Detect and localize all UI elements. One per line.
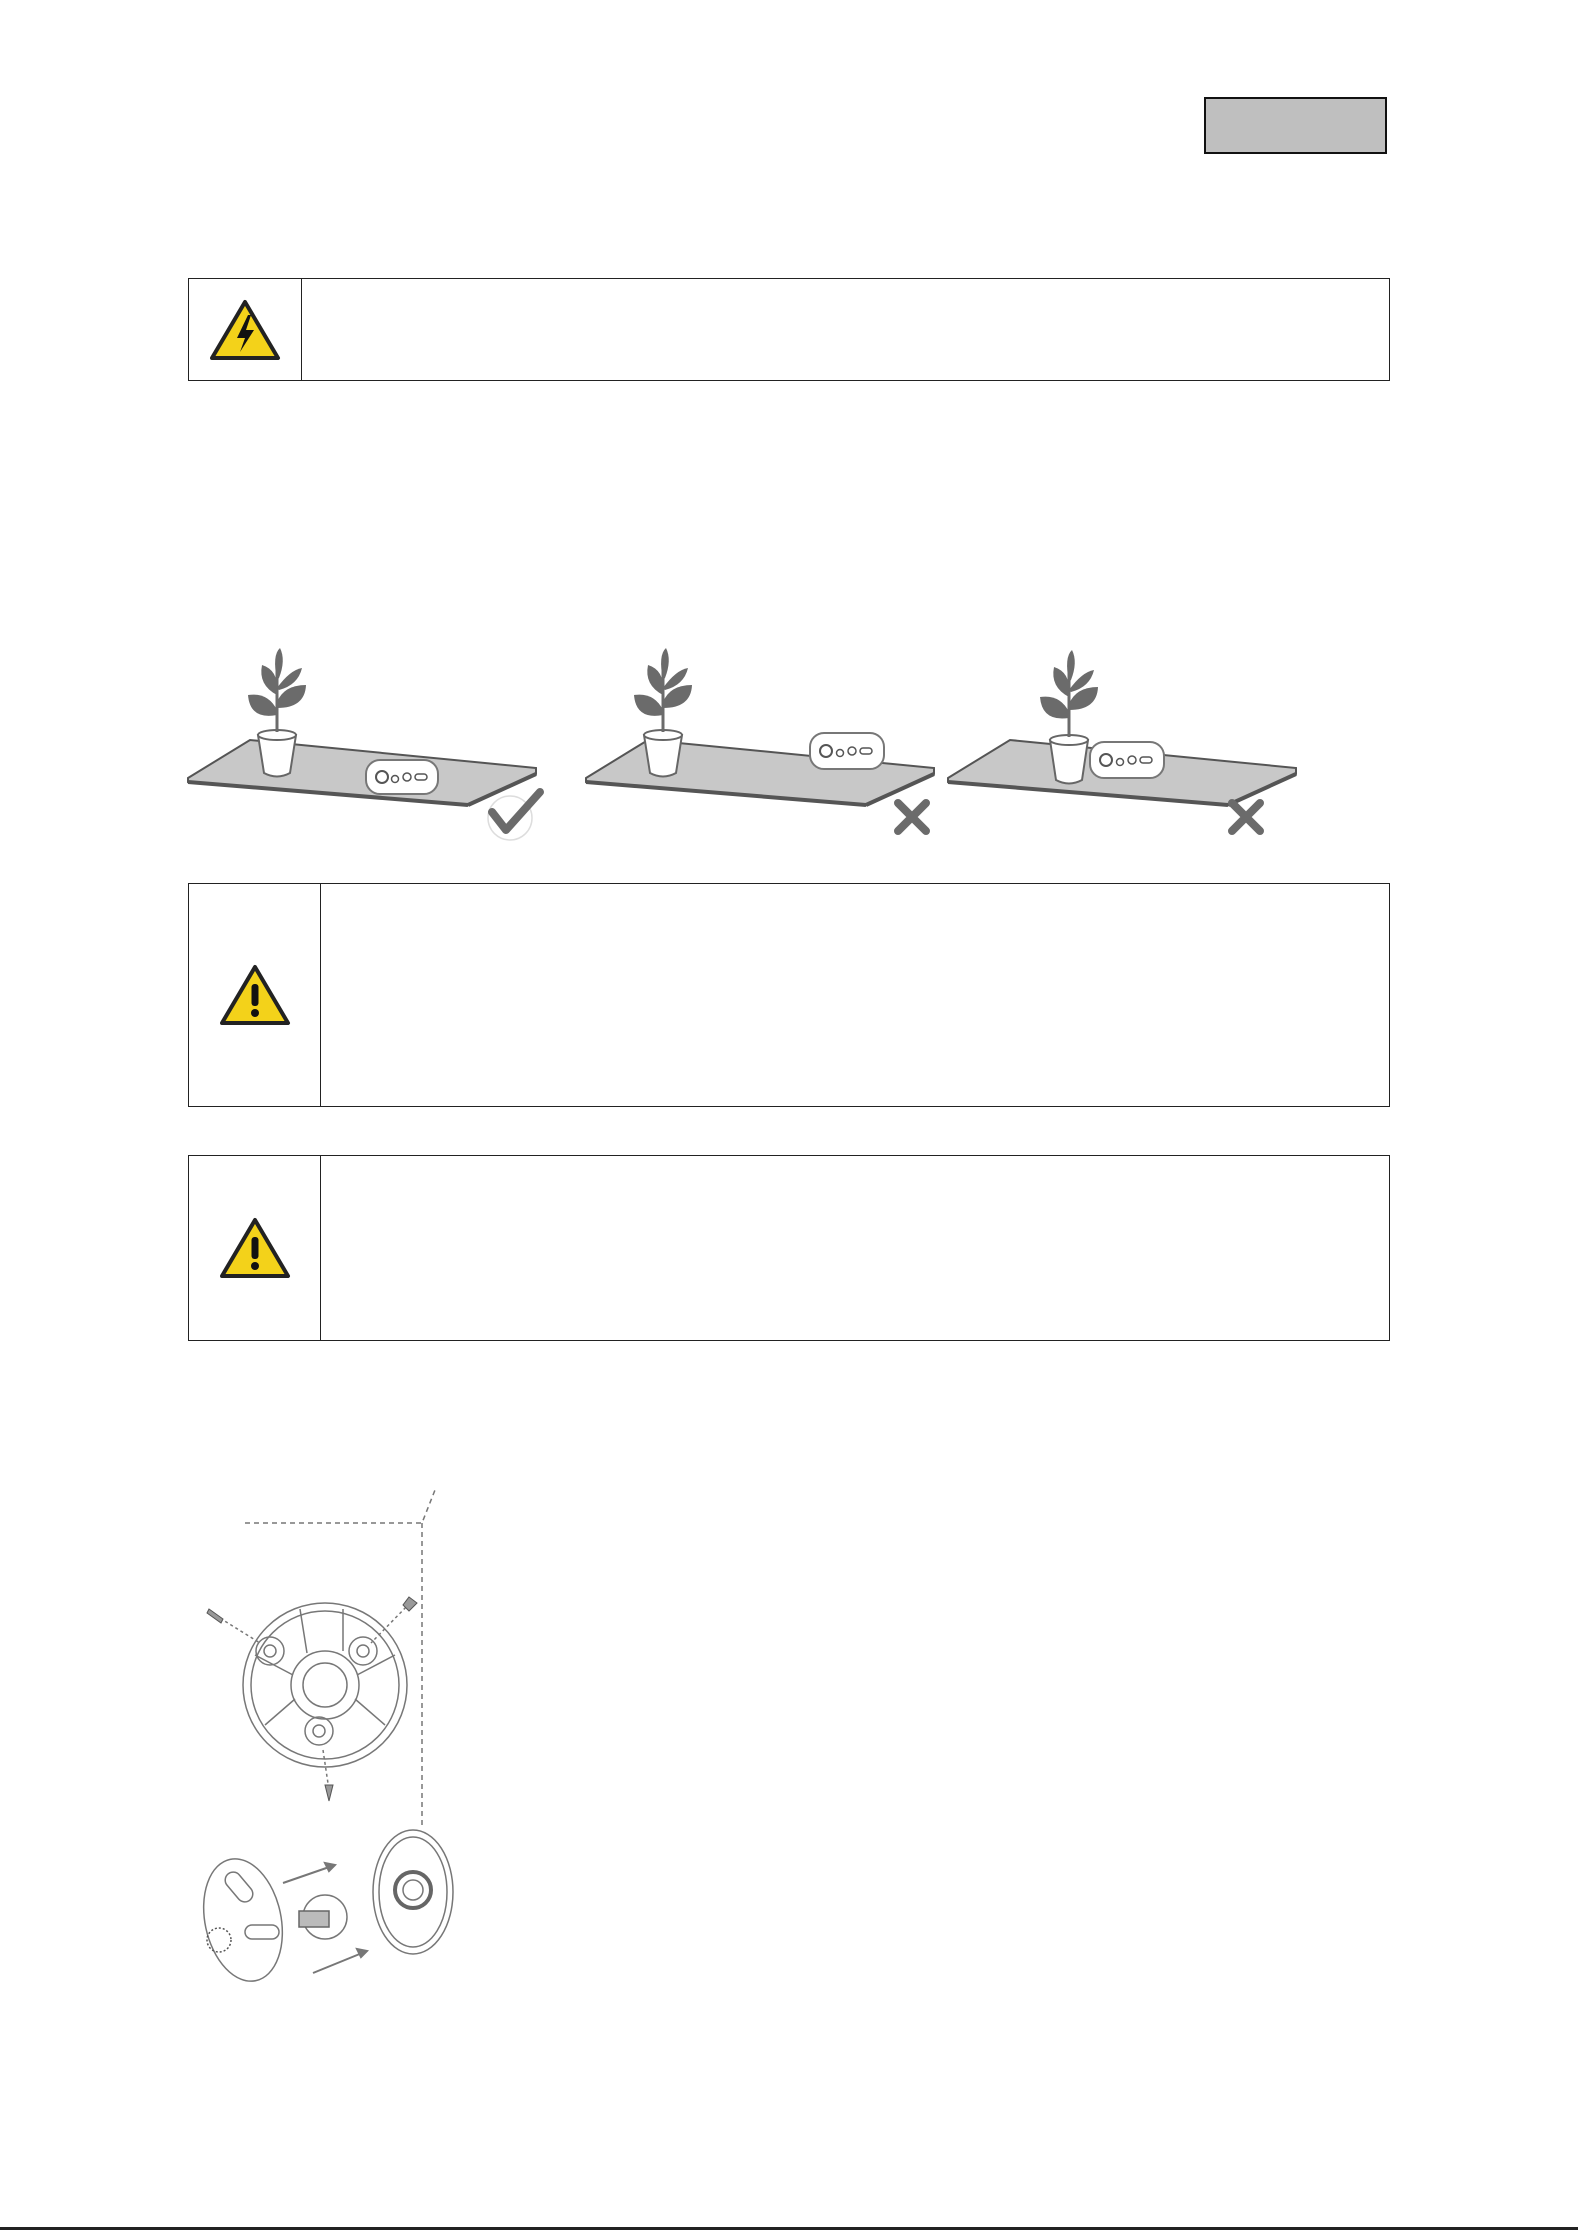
notice-text [320,1156,1389,1340]
cross-icon [1232,803,1260,831]
warning-notice-2 [188,1155,1390,1341]
warning-exclamation-icon [219,964,291,1026]
notice-text [301,279,1389,380]
wall-mount-illustration [195,1485,475,2005]
electric-hazard-icon [209,299,281,361]
notice-icon-cell [189,1156,321,1340]
warning-exclamation-icon [219,1217,291,1279]
warning-notice-1 [188,883,1390,1107]
placement-incorrect-illustration-1 [586,648,934,831]
notice-text [320,884,1389,1106]
notice-icon-cell [189,884,321,1106]
placement-incorrect-illustration-2 [948,650,1296,831]
cross-icon [898,803,926,831]
placement-illustrations [180,640,1360,850]
page-bottom-rule [0,2227,1578,2230]
placement-correct-illustration [188,648,540,840]
language-tab [1204,97,1387,154]
electric-hazard-notice [188,278,1390,381]
checkmark-icon [488,792,540,840]
notice-icon-cell [189,279,302,380]
